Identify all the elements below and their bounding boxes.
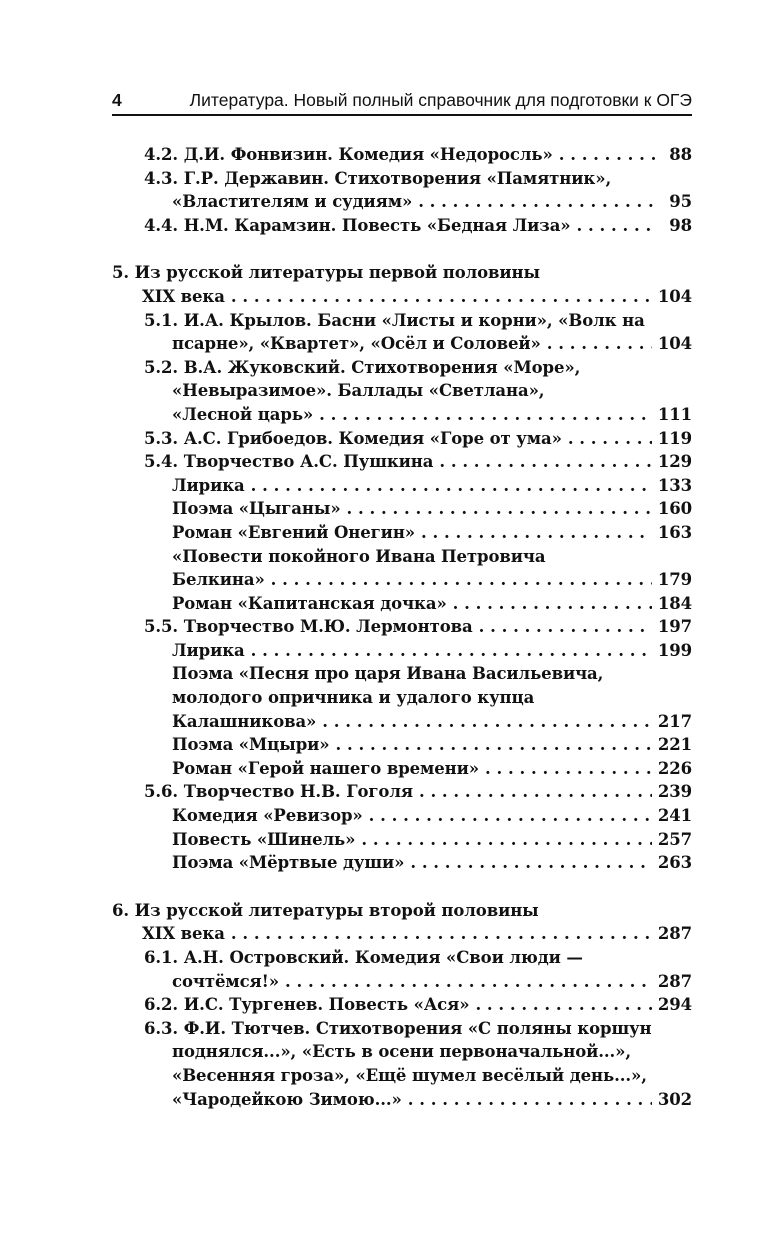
toc-entry-text: Поэма «Песня про царя Ивана Васильевича, — [172, 664, 604, 684]
dot-leader — [479, 615, 652, 639]
dot-leader — [271, 568, 652, 592]
toc-entry-text: Лирика — [172, 475, 245, 495]
section-gap — [112, 237, 692, 261]
toc-chapter[interactable] — [112, 450, 692, 474]
dot-leader — [251, 474, 652, 498]
toc-subentry[interactable] — [112, 851, 692, 875]
toc-entry-text: 5.3. А.С. Грибоедов. Комедия «Горе от ума» — [144, 428, 562, 448]
toc-page-number: 257 — [657, 829, 692, 849]
dot-leader — [410, 851, 652, 875]
toc-page-number: 133 — [657, 475, 692, 495]
toc-entry-text: 5.5. Творчество М.Ю. Лермонтова — [144, 617, 473, 637]
dot-leader — [408, 1088, 652, 1112]
toc-entry-text: 6. Из русской литературы второй половины — [112, 900, 539, 920]
dot-leader — [547, 332, 652, 356]
toc-page-number: 294 — [657, 995, 692, 1015]
toc-entry-text: «Властителям и судиям» — [172, 192, 413, 212]
toc-entry-text: Калашникова» — [172, 711, 317, 731]
dot-leader — [439, 450, 652, 474]
toc-entry-text: 4.3. Г.Р. Державин. Стихотворения «Памятник», — [144, 168, 612, 188]
toc-page-number: 239 — [657, 782, 692, 802]
toc-subentry[interactable] — [112, 497, 692, 521]
toc-entry-text: сочтёмся!» — [172, 971, 279, 991]
toc-page-number: 302 — [657, 1089, 692, 1109]
dot-leader — [485, 757, 652, 781]
toc-entry-text: 6.1. А.Н. Островский. Комедия «Свои люди — — [144, 948, 583, 967]
dot-leader — [369, 804, 652, 828]
toc-entry-text: «Повести покойного Ивана Петровича — [172, 546, 546, 566]
toc-chapter[interactable] — [112, 309, 692, 356]
toc-entry-text: 5. Из русской литературы первой половины — [112, 263, 540, 283]
toc-chapter[interactable] — [112, 143, 692, 167]
toc-page-number: 104 — [657, 334, 692, 354]
toc-chapter[interactable] — [112, 167, 692, 214]
dot-leader — [577, 214, 656, 238]
toc-page-number: 263 — [657, 853, 692, 873]
dot-leader — [231, 285, 652, 309]
dot-leader — [475, 993, 651, 1017]
toc-chapter[interactable] — [112, 356, 692, 427]
dot-leader — [361, 828, 651, 852]
toc-page-number: 287 — [657, 924, 692, 944]
toc-entry-text: 5.1. И.А. Крылов. Басни «Листы и корни», «Волк на — [144, 310, 645, 330]
toc-page-number: 88 — [669, 145, 692, 164]
dot-leader — [285, 970, 652, 994]
dot-leader — [418, 190, 656, 214]
toc-subentry[interactable] — [112, 592, 692, 616]
toc-entry-text: 4.2. Д.И. Фонвизин. Комедия «Недоросль» — [144, 145, 553, 164]
dot-leader — [336, 733, 652, 757]
toc-chapter[interactable] — [112, 1017, 692, 1111]
toc-chapter[interactable] — [112, 427, 692, 451]
toc-page-number: 226 — [657, 758, 692, 778]
toc-subentry[interactable] — [112, 662, 692, 733]
toc-page-number: 217 — [657, 711, 692, 731]
running-header — [112, 88, 692, 116]
toc-entry-text: Лирика — [172, 640, 245, 660]
toc-entry-text: Роман «Евгений Онегин» — [172, 522, 416, 542]
toc-section[interactable] — [112, 899, 692, 946]
toc-entry-text: «Лесной царь» — [172, 404, 314, 424]
dot-leader — [421, 521, 652, 545]
toc-entry-text: Комедия «Ревизор» — [172, 806, 363, 826]
toc-chapter[interactable] — [112, 214, 692, 238]
dot-leader — [322, 710, 652, 734]
toc-subentry[interactable] — [112, 639, 692, 663]
toc-chapter[interactable] — [112, 993, 692, 1017]
toc-subentry[interactable] — [112, 828, 692, 852]
dot-leader — [453, 592, 652, 616]
toc-entry-text: Поэма «Мцыри» — [172, 735, 330, 755]
section-gap — [112, 875, 692, 899]
dot-leader — [419, 780, 652, 804]
running-title: Литература. Новый полный справочник для подготовки к ОГЭ — [189, 90, 692, 110]
toc-page-number: 241 — [657, 806, 692, 826]
toc-entry-text: Поэма «Мёртвые души» — [172, 853, 405, 873]
toc-entry-text: Роман «Капитанская дочка» — [172, 593, 447, 613]
toc-page-number: 95 — [669, 192, 692, 212]
toc-entry-text: 4.4. Н.М. Карамзин. Повесть «Бедная Лиза» — [144, 215, 571, 235]
toc-entry-text: XIX века — [142, 924, 225, 944]
toc-page-number: 199 — [657, 640, 692, 660]
table-of-contents — [112, 143, 692, 1111]
toc-page-number: 129 — [657, 452, 692, 472]
toc-entry-text: Белкина» — [172, 570, 265, 590]
toc-subentry[interactable] — [112, 757, 692, 781]
toc-entry-text: молодого опричника и удалого купца — [172, 688, 535, 708]
toc-entry-text: XIX века — [142, 286, 225, 306]
toc-page-number: 163 — [657, 522, 692, 542]
toc-entry-text: «Весенняя гроза», «Ещё шумел весёлый день...», — [172, 1065, 647, 1085]
toc-page-number: 111 — [657, 404, 692, 424]
toc-subentry[interactable] — [112, 474, 692, 498]
dot-leader — [231, 922, 652, 946]
toc-section[interactable] — [112, 261, 692, 308]
toc-entry-text: поднялся...», «Есть в осени первоначальной...», — [172, 1042, 632, 1062]
toc-page-number: 119 — [657, 428, 692, 448]
toc-page-number: 287 — [657, 971, 692, 991]
toc-subentry[interactable] — [112, 804, 692, 828]
toc-entry-text: 6.3. Ф.И. Тютчев. Стихотворения «С поляны коршун — [144, 1018, 652, 1038]
dot-leader — [319, 403, 652, 427]
toc-page-number: 98 — [669, 215, 692, 235]
dot-leader — [251, 639, 652, 663]
dot-leader — [347, 497, 652, 521]
dot-leader — [568, 427, 652, 451]
toc-page-number: 184 — [657, 593, 692, 613]
dot-leader — [559, 143, 656, 167]
page-number: 4 — [112, 90, 122, 110]
toc-entry-text: Повесть «Шинель» — [172, 829, 356, 849]
toc-entry-text: «Невыразимое». Баллады «Светлана», — [172, 381, 545, 401]
toc-page-number: 179 — [657, 570, 692, 590]
toc-page-number: 160 — [657, 499, 692, 519]
toc-page-number: 221 — [657, 735, 692, 755]
toc-subentry[interactable] — [112, 545, 692, 592]
toc-entry-text: 6.2. И.С. Тургенев. Повесть «Ася» — [144, 995, 470, 1015]
toc-subentry[interactable] — [112, 733, 692, 757]
toc-chapter[interactable] — [112, 615, 692, 639]
toc-entry-text: Роман «Герой нашего времени» — [172, 758, 480, 778]
toc-page-number: 197 — [657, 617, 692, 637]
toc-entry-text: псарне», «Квартет», «Осёл и Соловей» — [172, 334, 541, 354]
toc-entry-text: 5.4. Творчество А.С. Пушкина — [144, 452, 434, 472]
toc-entry-text: 5.2. В.А. Жуковский. Стихотворения «Море», — [144, 357, 581, 377]
toc-chapter[interactable] — [112, 780, 692, 804]
toc-entry-text: Поэма «Цыганы» — [172, 499, 341, 519]
toc-page-number: 104 — [657, 286, 692, 306]
toc-entry-text: «Чародейкою Зимою...» — [172, 1089, 402, 1109]
toc-chapter[interactable] — [112, 946, 692, 993]
toc-entry-text: 5.6. Творчество Н.В. Гоголя — [144, 782, 413, 802]
toc-subentry[interactable] — [112, 521, 692, 545]
